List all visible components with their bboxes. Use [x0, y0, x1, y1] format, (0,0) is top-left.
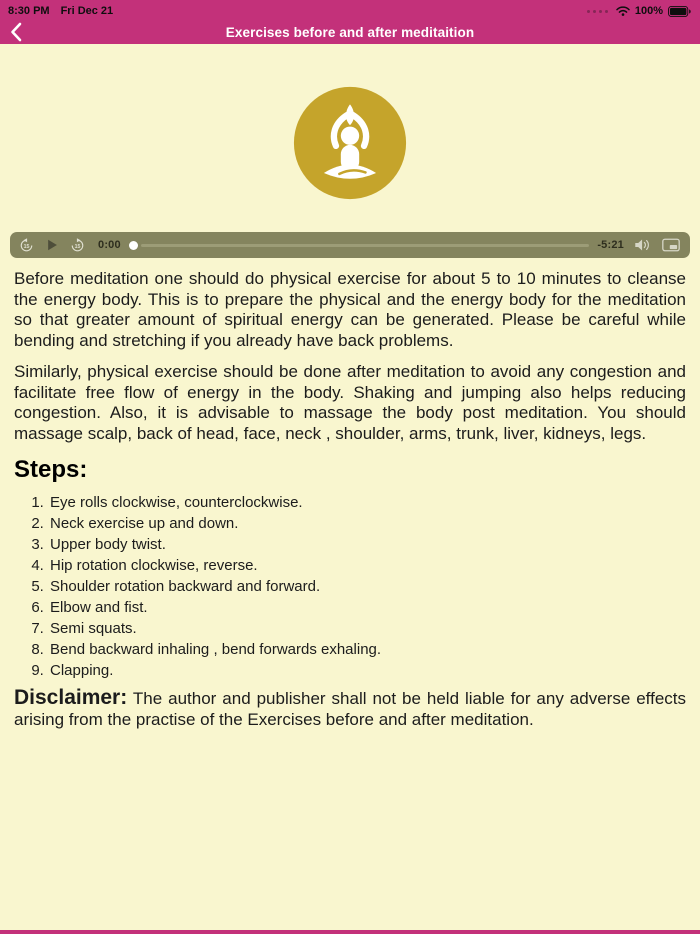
step-item: 8. Bend backward inhaling , bend forwards exhaling. [48, 642, 686, 658]
volume-button[interactable] [634, 238, 651, 252]
step-item: 1. Eye rolls clockwise, counterclockwise. [48, 495, 686, 511]
pip-button[interactable] [662, 238, 680, 252]
step-item: 6. Elbow and fist. [48, 600, 686, 616]
play-button[interactable] [45, 238, 59, 252]
svg-text:15: 15 [23, 243, 30, 250]
disclaimer-label: Disclaimer: [14, 686, 128, 709]
meditation-icon [0, 85, 700, 201]
bottom-bar [0, 930, 700, 934]
chevron-left-icon [10, 22, 22, 42]
current-time: 0:00 [98, 239, 121, 251]
forward-15-icon [70, 238, 85, 253]
play-icon [45, 238, 59, 252]
back-button[interactable] [6, 20, 26, 44]
steps-list [14, 495, 686, 679]
rewind-15-icon [19, 238, 34, 253]
skip-back-15-button[interactable] [19, 238, 34, 253]
step-item: 9. Clapping. [48, 663, 686, 679]
status-time: 8:30 PM [8, 5, 50, 17]
svg-text:15: 15 [74, 243, 81, 250]
disclaimer [14, 687, 686, 730]
step-item: 3. Upper body twist. [48, 537, 686, 553]
cellular-signal-icon [587, 10, 608, 13]
seek-slider[interactable] [129, 232, 589, 258]
audio-player [10, 232, 690, 258]
picture-in-picture-icon [662, 238, 680, 252]
status-bar [0, 0, 700, 20]
battery-icon [668, 6, 692, 17]
disclaimer-text: The author and publisher shall not be held liable for any adverse effects arising from the practise of the Exercises before and after meditation. [14, 689, 686, 729]
step-item: 5. Shoulder rotation backward and forward. [48, 579, 686, 595]
slider-thumb[interactable] [129, 241, 138, 250]
wifi-icon [616, 6, 630, 16]
status-right [587, 5, 692, 17]
status-left [8, 5, 113, 17]
skip-forward-15-button[interactable] [70, 238, 85, 253]
intro-paragraph: Before meditation one should do physical exercise for about 5 to 10 minutes to cleanse the energy body. This is to prepare the physical and the energy body for the meditation so that greater amount of spiritual energy can be generated. Please be careful while bending and stretching if you already have back problems. [14, 269, 686, 350]
slider-rail [141, 244, 589, 247]
status-date: Fri Dec 21 [60, 5, 114, 17]
page-title: Exercises before and after meditaition [225, 24, 475, 40]
remaining-time: -5:21 [597, 239, 624, 251]
steps-heading: Steps: [14, 456, 88, 483]
nav-bar [0, 20, 700, 44]
step-item: 4. Hip rotation clockwise, reverse. [48, 558, 686, 574]
battery-percent: 100% [634, 5, 663, 17]
step-item: 2. Neck exercise up and down. [48, 516, 686, 532]
after-paragraph: Similarly, physical exercise should be done after meditation to avoid any congestion and facilitate free flow of energy in the body. Shaking and jumping also helps reducing congestion. Also, it is advisable to massage the body post meditation. You should massage scalp, back of head, face, neck , shoulder, arms, trunk, liver, kidneys, legs. [14, 362, 686, 443]
step-item: 7. Semi squats. [48, 621, 686, 637]
volume-icon [634, 238, 651, 252]
article [0, 269, 700, 730]
